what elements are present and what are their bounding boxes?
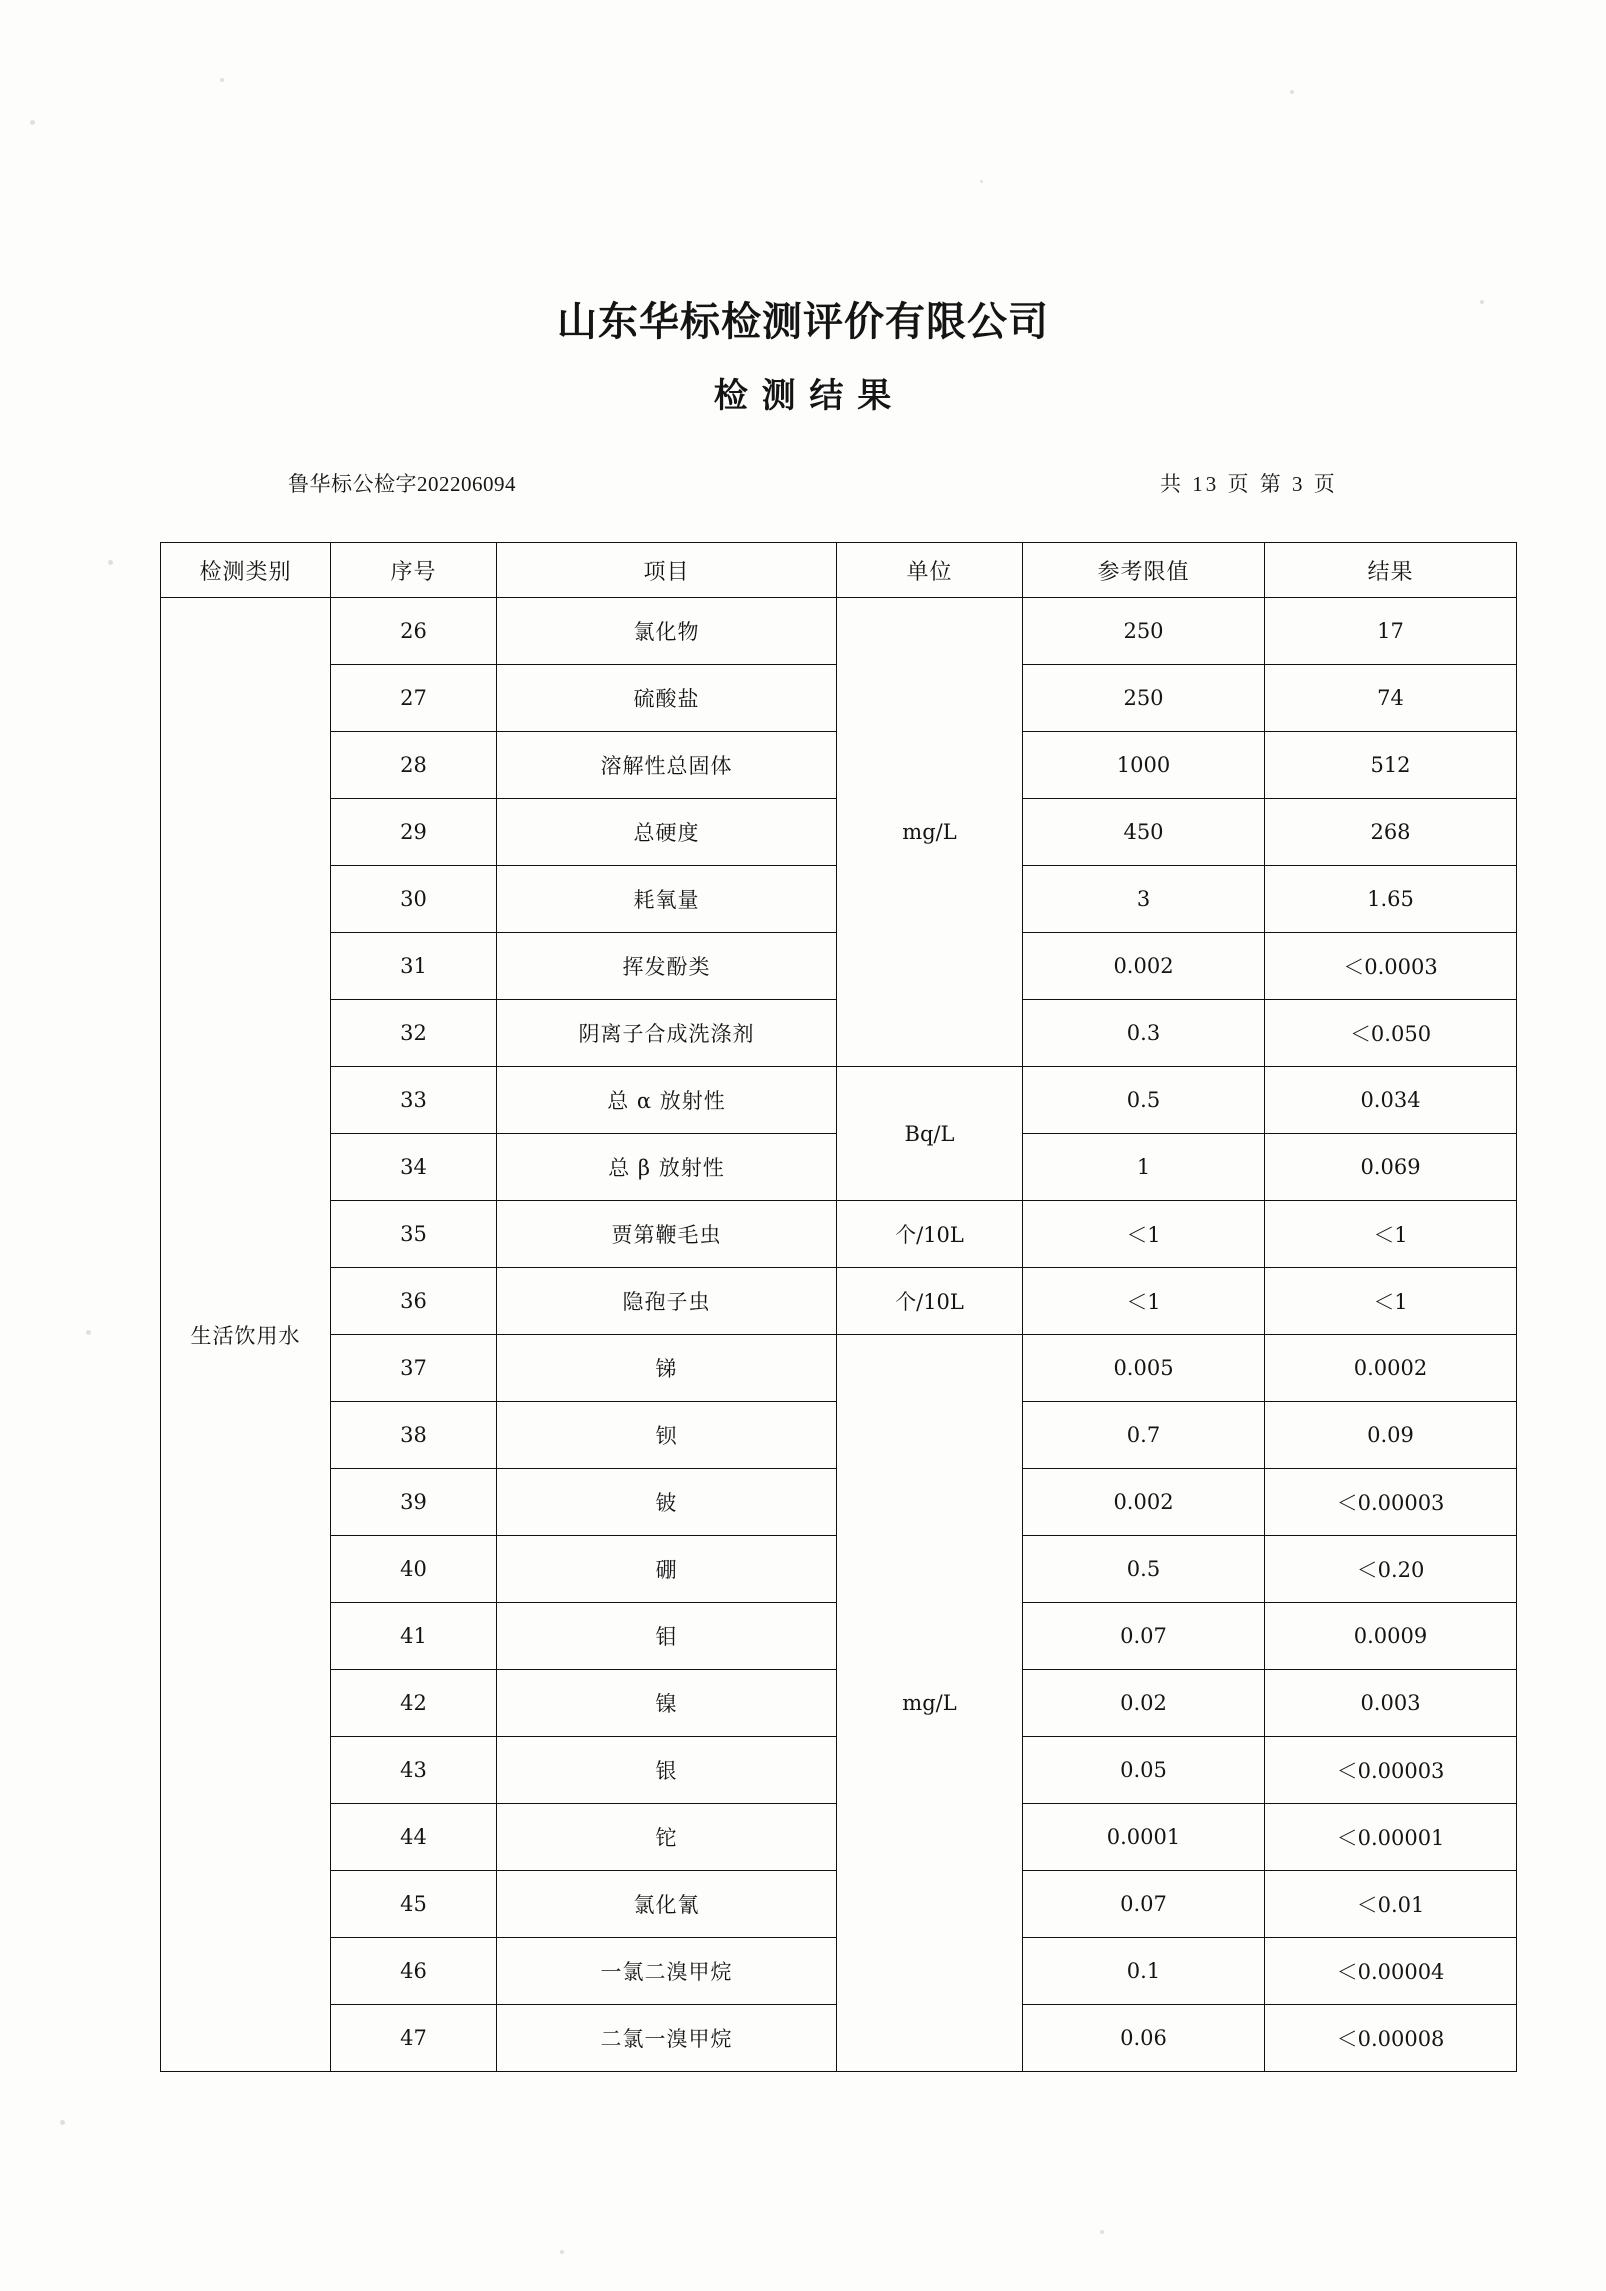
cell-result: 512	[1265, 732, 1517, 799]
page-info: 共 13 页 第 3 页	[1160, 472, 1338, 496]
cell-limit: 250	[1023, 598, 1265, 665]
cell-item: 总硬度	[497, 799, 837, 866]
cell-no: 30	[331, 866, 497, 933]
cell-result: 0.069	[1265, 1134, 1517, 1201]
cell-item: 隐孢子虫	[497, 1268, 837, 1335]
table-row	[161, 1268, 1517, 1335]
cell-result: ＜0.00004	[1265, 1938, 1517, 2005]
category-cell: 生活饮用水	[161, 598, 331, 2072]
report-title: 检 测 结 果	[713, 376, 893, 416]
cell-limit: 0.0001	[1023, 1804, 1265, 1871]
cell-result: ＜0.00003	[1265, 1469, 1517, 1536]
cell-limit: 3	[1023, 866, 1265, 933]
cell-no: 27	[331, 665, 497, 732]
results-table	[160, 542, 1517, 2072]
table-header-row	[161, 543, 1517, 598]
cell-no: 43	[331, 1737, 497, 1804]
cell-result: 74	[1265, 665, 1517, 732]
cell-no: 37	[331, 1335, 497, 1402]
cell-item: 一氯二溴甲烷	[497, 1938, 837, 2005]
cell-unit: 个/10L	[837, 1268, 1023, 1335]
cell-limit: 0.002	[1023, 1469, 1265, 1536]
cell-no: 29	[331, 799, 497, 866]
cell-item: 阴离子合成洗涤剂	[497, 1000, 837, 1067]
cell-no: 26	[331, 598, 497, 665]
cell-item: 总 β 放射性	[497, 1134, 837, 1201]
cell-limit: 0.02	[1023, 1670, 1265, 1737]
cell-result: ＜1	[1265, 1268, 1517, 1335]
cell-result: 268	[1265, 799, 1517, 866]
cell-item: 总 α 放射性	[497, 1067, 837, 1134]
table-row	[161, 1201, 1517, 1268]
cell-no: 41	[331, 1603, 497, 1670]
cell-limit: 1	[1023, 1134, 1265, 1201]
cell-result: ＜0.00003	[1265, 1737, 1517, 1804]
cell-result: ＜0.00008	[1265, 2005, 1517, 2072]
cell-limit: 0.05	[1023, 1737, 1265, 1804]
cell-item: 银	[497, 1737, 837, 1804]
cell-limit: 0.07	[1023, 1871, 1265, 1938]
cell-unit: mg/L	[837, 598, 1023, 1067]
cell-limit: 0.002	[1023, 933, 1265, 1000]
cell-item: 贾第鞭毛虫	[497, 1201, 837, 1268]
cell-no: 45	[331, 1871, 497, 1938]
header-no: 序号	[331, 543, 497, 598]
report-number: 鲁华标公检字202206094	[288, 472, 516, 496]
cell-item: 耗氧量	[497, 866, 837, 933]
cell-no: 47	[331, 2005, 497, 2072]
cell-limit: 0.5	[1023, 1067, 1265, 1134]
cell-limit: ＜1	[1023, 1201, 1265, 1268]
cell-unit: Bq/L	[837, 1067, 1023, 1201]
cell-limit: 0.7	[1023, 1402, 1265, 1469]
table-row	[161, 1335, 1517, 1402]
cell-limit: 0.5	[1023, 1536, 1265, 1603]
cell-item: 硫酸盐	[497, 665, 837, 732]
cell-no: 34	[331, 1134, 497, 1201]
cell-item: 钡	[497, 1402, 837, 1469]
cell-no: 35	[331, 1201, 497, 1268]
header-item: 项目	[497, 543, 837, 598]
cell-result: 1.65	[1265, 866, 1517, 933]
cell-item: 溶解性总固体	[497, 732, 837, 799]
cell-no: 42	[331, 1670, 497, 1737]
cell-no: 36	[331, 1268, 497, 1335]
cell-unit: mg/L	[837, 1335, 1023, 2072]
cell-item: 硼	[497, 1536, 837, 1603]
cell-item: 二氯一溴甲烷	[497, 2005, 837, 2072]
cell-item: 挥发酚类	[497, 933, 837, 1000]
header-result: 结果	[1265, 543, 1517, 598]
cell-no: 46	[331, 1938, 497, 2005]
cell-result: ＜0.0003	[1265, 933, 1517, 1000]
cell-item: 锑	[497, 1335, 837, 1402]
header-category: 检测类别	[161, 543, 331, 598]
cell-result: 0.003	[1265, 1670, 1517, 1737]
cell-no: 38	[331, 1402, 497, 1469]
cell-result: ＜0.20	[1265, 1536, 1517, 1603]
cell-item: 氯化氰	[497, 1871, 837, 1938]
cell-unit: 个/10L	[837, 1201, 1023, 1268]
header-limit: 参考限值	[1023, 543, 1265, 598]
cell-no: 28	[331, 732, 497, 799]
cell-no: 33	[331, 1067, 497, 1134]
cell-no: 44	[331, 1804, 497, 1871]
cell-result: ＜0.01	[1265, 1871, 1517, 1938]
cell-result: 17	[1265, 598, 1517, 665]
cell-result: 0.034	[1265, 1067, 1517, 1134]
cell-limit: 0.06	[1023, 2005, 1265, 2072]
cell-result: ＜1	[1265, 1201, 1517, 1268]
cell-item: 铊	[497, 1804, 837, 1871]
header-unit: 单位	[837, 543, 1023, 598]
cell-no: 32	[331, 1000, 497, 1067]
cell-no: 40	[331, 1536, 497, 1603]
cell-limit: 250	[1023, 665, 1265, 732]
cell-result: 0.0002	[1265, 1335, 1517, 1402]
company-title: 山东华标检测评价有限公司	[557, 298, 1049, 345]
cell-result: ＜0.00001	[1265, 1804, 1517, 1871]
cell-result: ＜0.050	[1265, 1000, 1517, 1067]
cell-item: 铍	[497, 1469, 837, 1536]
table-row	[161, 598, 1517, 665]
cell-limit: 0.005	[1023, 1335, 1265, 1402]
cell-result: 0.0009	[1265, 1603, 1517, 1670]
cell-limit: 450	[1023, 799, 1265, 866]
cell-item: 镍	[497, 1670, 837, 1737]
table-row	[161, 1067, 1517, 1134]
cell-limit: ＜1	[1023, 1268, 1265, 1335]
cell-limit: 0.3	[1023, 1000, 1265, 1067]
cell-item: 钼	[497, 1603, 837, 1670]
cell-limit: 0.1	[1023, 1938, 1265, 2005]
cell-no: 31	[331, 933, 497, 1000]
cell-result: 0.09	[1265, 1402, 1517, 1469]
cell-no: 39	[331, 1469, 497, 1536]
cell-limit: 1000	[1023, 732, 1265, 799]
cell-limit: 0.07	[1023, 1603, 1265, 1670]
cell-item: 氯化物	[497, 598, 837, 665]
